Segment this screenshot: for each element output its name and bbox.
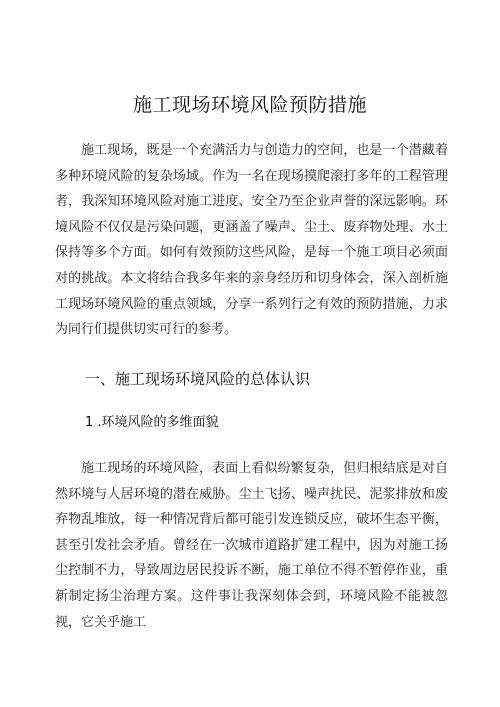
subsection-heading: 1 .环境风险的多维面貌 xyxy=(85,415,219,430)
intro-paragraph: 施工现场，既是一个充满活力与创造力的空间，也是一个潜藏着多种环境风险的复杂场域。作为一名在现场摸爬滚打多年的工程管理者，我深知环境风险对施工进度、安全乃至企业声誉的深远影响。环境风险不仅仅是污染问题，更涵盖了噪声、尘土、废弃物处理、水土保持等多个方面。如何有效预防这些风险，是每一个施工项目必须面对的挑战。本文将结合我多年来的亲身经历和切身体会，深入剖析施工现场环境风险的重点领域，分享一系列行之有效的预防措施，力求为同行们提供切实可行的参考。 xyxy=(55,143,448,338)
document-title: 施工现场环境风险预防措施 xyxy=(132,94,367,116)
section-heading: 一、施工现场环境风险的总体认识 xyxy=(85,370,311,388)
subsection-paragraph: 施工现场的环境风险，表面上看似纷繁复杂，但归根结底是对自然环境与人居环境的潜在威胁。尘土飞扬、噪声扰民、泥浆排放和废弃物乱堆放，每一种情况背后都可能引发连锁反应，破坏生态平衡，甚至引发社会矛盾。曾经在一次城市道路扩建工程中，因为对施工扬尘控制不力，导致周边居民投诉不断，施工单位不得不暂停作业，重新制定扬尘治理方案。这件事让我深刻体会到，环境风险不能被忽视，它关乎施工 xyxy=(55,461,448,630)
